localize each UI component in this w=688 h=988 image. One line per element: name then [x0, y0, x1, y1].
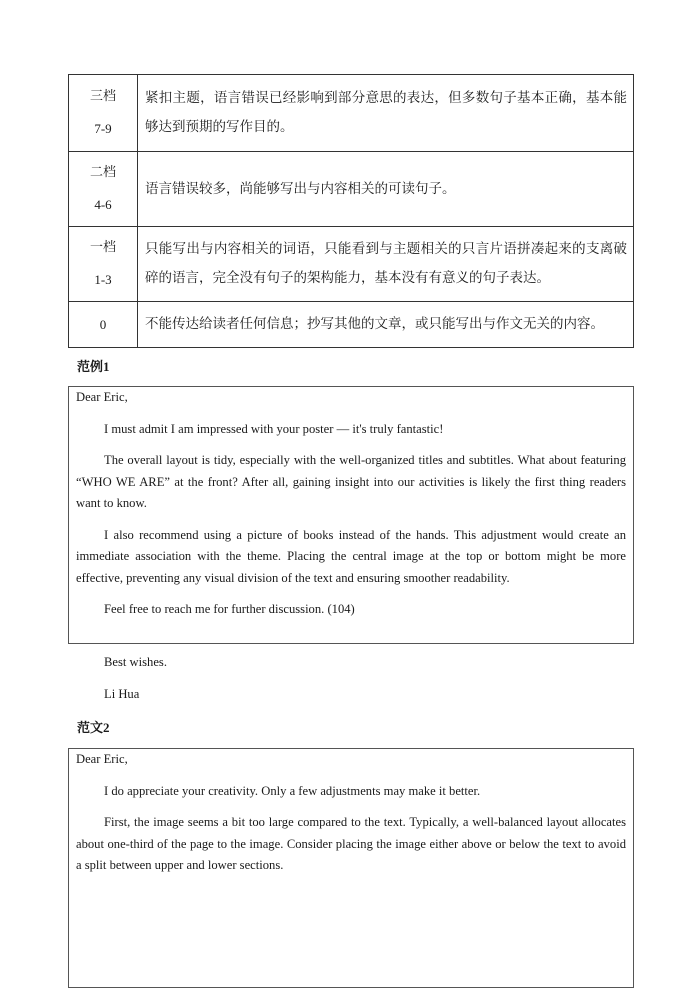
band-score-range: 4-6 [94, 197, 112, 212]
band-description: 紧扣主题，语言错误已经影响到部分意思的表达，但多数句子基本正确，基本能够达到预期的写作目的。 [138, 75, 634, 152]
rubric-row-band-1 [69, 227, 634, 302]
heading-number: 1 [103, 359, 110, 374]
band-name: 一档 [89, 240, 116, 255]
band-cell [69, 227, 138, 302]
rubric-row-band-0 [69, 302, 634, 348]
band-cell [69, 152, 138, 227]
band-cell [69, 302, 138, 348]
essay-paragraph: I must admit I am impressed with your poster — it's truly fantastic! [104, 421, 444, 436]
essay-paragraph: I also recommend using a picture of books instead of the hands. This adjustment would create an immediate association with the theme. Placing the central image at the top or bottom might be more effective, preventing any visual division of the text and ensuring smoother readability. [76, 527, 626, 585]
band-description: 不能传达给读者任何信息；抄写其他的文章，或只能写出与作文无关的内容。 [138, 302, 634, 348]
essay-greeting: Dear Eric, [76, 390, 128, 404]
band-description: 语言错误较多，尚能够写出与内容相关的可读句子。 [138, 152, 634, 227]
example-1-heading [77, 356, 110, 375]
scoring-rubric-table [68, 74, 634, 348]
band-name: 三档 [89, 89, 116, 104]
example-2-heading [77, 717, 110, 736]
essay-paragraph: I do appreciate your creativity. Only a few adjustments may make it better. [104, 783, 481, 798]
essay-closing: Best wishes. [104, 655, 167, 669]
essay-greeting: Dear Eric, [76, 752, 128, 766]
band-score-range: 0 [99, 316, 107, 332]
rubric-row-band-3 [69, 75, 634, 152]
band-cell [69, 75, 138, 152]
band-description: 只能写出与内容相关的词语，只能看到与主题相关的只言片语拼凑起来的支离破碎的语言，完全没有句子的架构能力，基本没有有意义的句子表达。 [138, 227, 634, 302]
heading-number: 2 [103, 720, 110, 735]
heading-text: 范文 [77, 721, 104, 736]
band-score-range: 7-9 [94, 121, 112, 136]
band-name: 二档 [89, 165, 116, 180]
essay-paragraph: Feel free to reach me for further discussion. (104) [104, 602, 355, 616]
example-2-essay-box [68, 748, 634, 988]
example-1-essay-box [68, 386, 634, 644]
heading-text: 范例 [77, 360, 104, 375]
essay-paragraph: The overall layout is tidy, especially with the well-organized titles and subtitles. What about featuring “WHO WE ARE” at the front? After all, gaining insight into our activities is likely the first thing readers want to know. [76, 453, 626, 510]
essay-paragraph: First, the image seems a bit too large compared to the text. Typically, a well-balanced layout allocates about one-third of the page to the image. Consider placing the image either above or below the text to avoid a split between upper and lower sections. [76, 815, 626, 872]
band-score-range: 1-3 [94, 272, 112, 287]
rubric-row-band-2 [69, 152, 634, 227]
essay-signature: Li Hua [104, 687, 140, 701]
